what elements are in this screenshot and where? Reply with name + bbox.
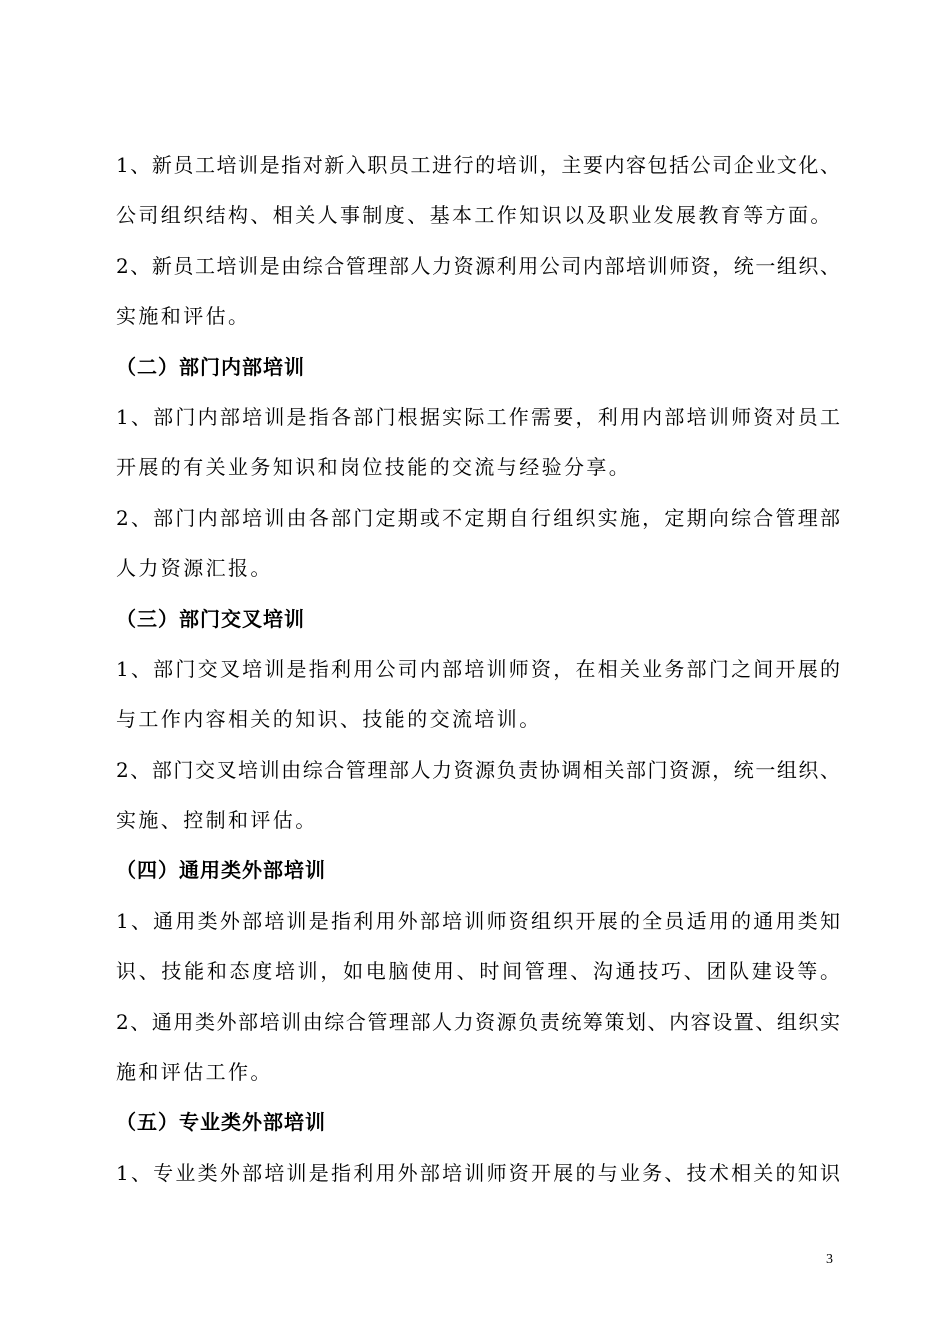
paragraph-line: 2、部门交叉培训由综合管理部人力资源负责协调相关部门资源，统一组织、: [116, 757, 840, 782]
paragraph-line: 1、通用类外部培训是指利用外部培训师资组织开展的全员适用的通用类知: [116, 908, 840, 933]
paragraph-line: 识、技能和态度培训，如电脑使用、时间管理、沟通技巧、团队建设等。: [116, 959, 840, 984]
section-heading-5: （五）专业类外部培训: [116, 1110, 326, 1135]
document-body: [116, 140, 840, 1198]
paragraph-line: 2、新员工培训是由综合管理部人力资源利用公司内部培训师资，统一组织、: [116, 253, 840, 278]
section-heading-3: （三）部门交叉培训: [116, 606, 305, 631]
paragraph-line: 2、通用类外部培训由综合管理部人力资源负责统筹策划、内容设置、组织实: [116, 1009, 840, 1034]
paragraph-line: 施和评估工作。: [116, 1060, 273, 1085]
paragraph-line: 1、部门内部培训是指各部门根据实际工作需要，利用内部培训师资对员工: [116, 404, 840, 429]
paragraph-line: 与工作内容相关的知识、技能的交流培训。: [116, 707, 542, 732]
page-number: 3: [826, 1252, 833, 1267]
paragraph-line: 开展的有关业务知识和岗位技能的交流与经验分享。: [116, 455, 632, 480]
paragraph-line: 实施、控制和评估。: [116, 808, 318, 833]
paragraph-line: 公司组织结构、相关人事制度、基本工作知识以及职业发展教育等方面。: [116, 203, 833, 228]
section-heading-4: （四）通用类外部培训: [116, 858, 326, 883]
paragraph-line: 人力资源汇报。: [116, 556, 273, 581]
paragraph-line: 1、新员工培训是指对新入职员工进行的培训，主要内容包括公司企业文化、: [116, 153, 840, 177]
paragraph-line: 2、部门内部培训由各部门定期或不定期自行组织实施，定期向综合管理部: [116, 505, 840, 530]
paragraph-line: 1、专业类外部培训是指利用外部培训师资开展的与业务、技术相关的知识: [116, 1160, 840, 1185]
paragraph-line: 实施和评估。: [116, 304, 251, 329]
paragraph-line: 1、部门交叉培训是指利用公司内部培训师资，在相关业务部门之间开展的: [116, 656, 840, 681]
section-heading-2: （二）部门内部培训: [116, 354, 305, 379]
